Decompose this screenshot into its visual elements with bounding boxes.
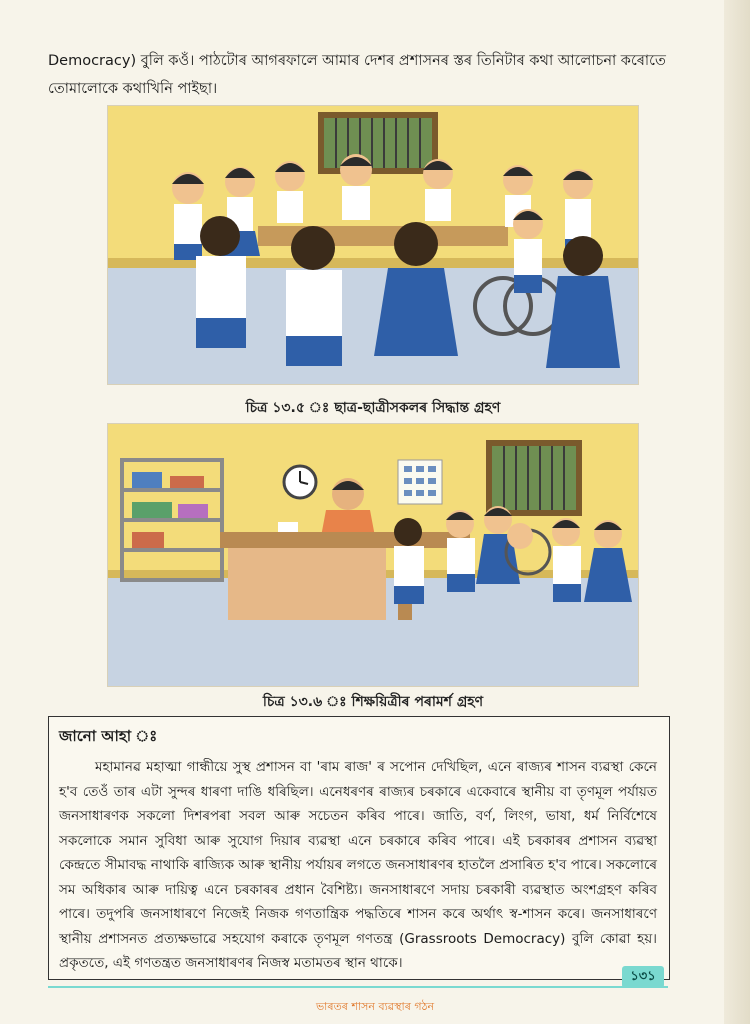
info-box-title: জানো আহা ঃ [59, 727, 158, 745]
figure-teacher-consultation [108, 424, 638, 686]
figure-caption-13-6: চিত্ৰ ১৩.৬ ঃ শিক্ষয়িত্ৰীৰ পৰামৰ্শ গ্ৰহণ [262, 694, 484, 710]
info-box-body: মহামানৱ মহাত্মা গান্ধীয়ে সুস্থ প্ৰশাসন বা 'ৰাম ৰাজ' ৰ সপোন দেখিছিল, এনে ৰাজ্যৰ শাসন ব্যৱস্থা কেনে হ'ব তেওঁ তাৰ এটা সুন্দৰ ধাৰণা দাঙি ধৰিছিল। এনেধৰণৰ ৰাজ্যৰ চৰকাৰে একেবাৰে স্থানীয় বা তৃণমূল পৰ্যায়ত জনসাধাৰণক সকলো দিশৰপৰা সবল আৰু সচেতন কৰিব পাৰে। জাতি, বৰ্ণ, লিংগ, ভাষা, ধৰ্ম নিৰ্বিশেষে সকলোকে সমান সুবিধা আৰু সুযোগ দিয়াৰ ব্যৱস্থা এনে চৰকাৰে কৰিব পাৰে। এই চৰকাৰৰ প্ৰশাসন ব্যৱস্থা কেন্দ্ৰতে সীমাবদ্ধ নাথাকি ৰাজ্যিক আৰু স্থানীয় পৰ্যায়ৰ লগতে জনসাধাৰণৰ হাতলৈ প্ৰসাৰিত হ'ব পাৰে। সকলোৰে সম অধিকাৰ আৰু দায়িত্ব এনে চৰকাৰৰ প্ৰধান বৈশিষ্ট্য। জনসাধাৰণে সদায় চৰকাৰী ব্যৱস্থাত অংশগ্ৰহণ কৰিব পাৰে। তদুপৰি জনসাধাৰণে নিজেই নিজক গণতান্ত্ৰিক পদ্ধতিৰে শাসন কৰে অৰ্থাৎ স্ব-শাসন কৰে। জনসাধাৰণে স্থানীয় প্ৰশাসনত প্ৰত্যক্ষভাৱে সহযোগ কৰাকে তৃণমূল গণতন্ত্ৰ (Grassroots Democracy) বুলি কোৱা হয়। প্ৰকৃততে, এই গণতন্ত্ৰত জনসাধাৰণৰ নিজস্ব মতামতৰ স্থান থাকে। [59, 759, 657, 971]
page-edge [724, 0, 750, 1024]
page-number: ১৩১ [622, 966, 664, 988]
figure-caption-13-5: চিত্ৰ ১৩.৫ ঃ ছাত্ৰ-ছাত্ৰীসকলৰ সিদ্ধান্ত গ্ৰহণ [245, 400, 501, 416]
intro-paragraph: Democracy) বুলি কওঁ। পাঠটোৰ আগৰফালে আমাৰ দেশৰ প্ৰশাসনৰ স্তৰ তিনিটাৰ কথা আলোচনা কৰোতে তোমালোকে কথাখিনি পাইছা। [48, 52, 666, 97]
footer-rule [48, 986, 668, 988]
figure-students-decision [108, 106, 638, 384]
info-box [48, 716, 670, 980]
students-illustration [108, 106, 638, 384]
footer-title: ভাৰতৰ শাসন ব্যৱস্থাৰ গঠন [315, 1000, 435, 1013]
classroom-illustration [108, 424, 638, 686]
